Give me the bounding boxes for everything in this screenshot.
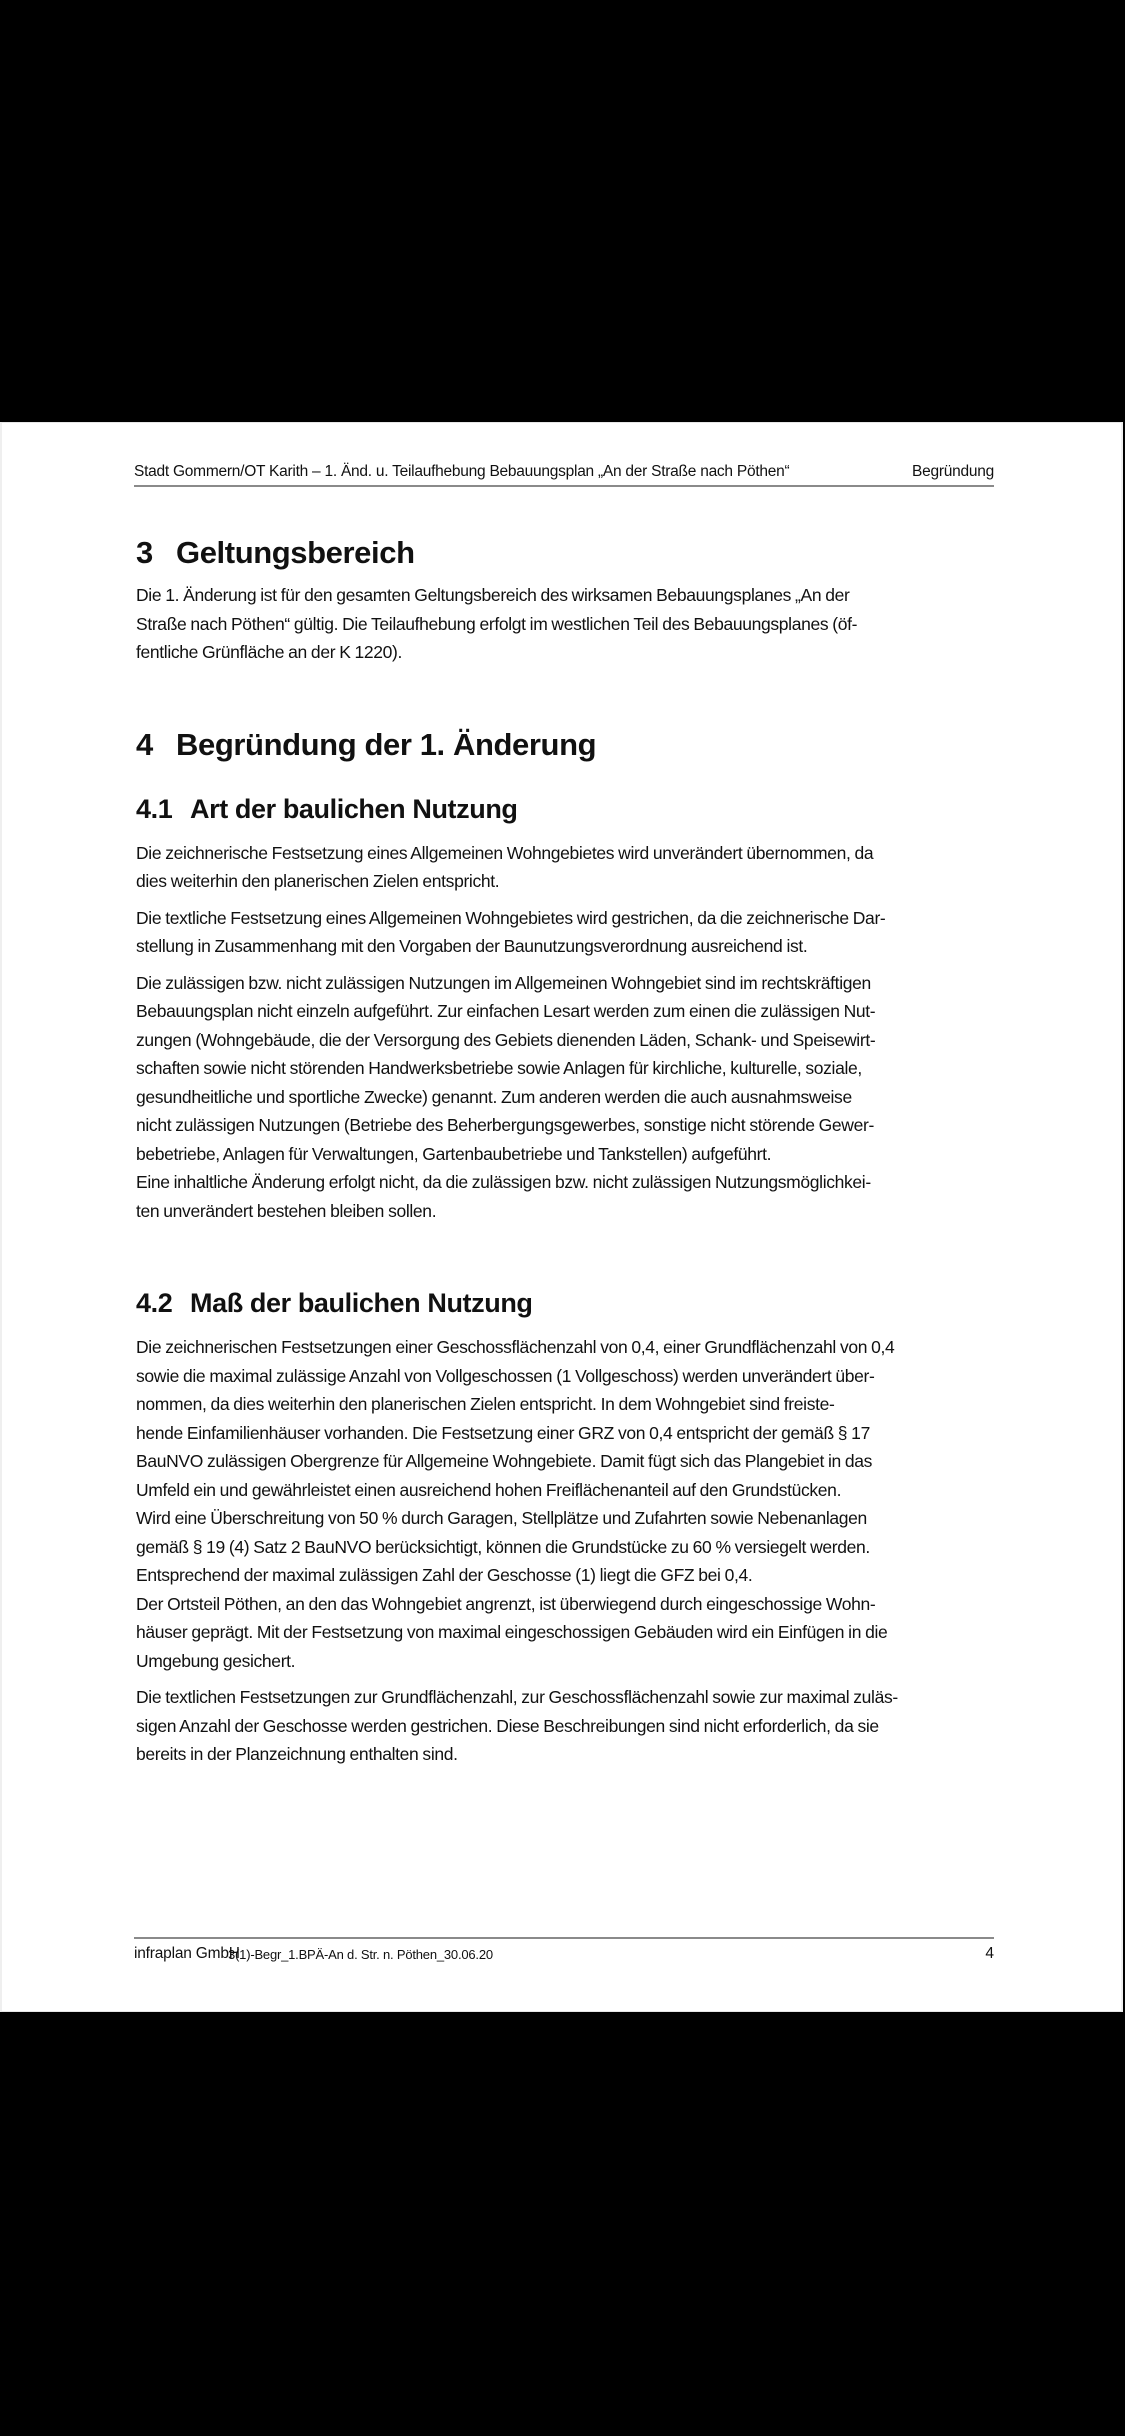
text-line: gemäß § 19 (4) Satz 2 BauNVO berücksichtigt, können die Grundstücke zu 60 % versiegelt werden.	[136, 1536, 870, 1557]
paragraph-art-3	[136, 969, 996, 1226]
heading-section-3	[136, 533, 996, 573]
text-line: gesundheitliche und sportliche Zwecke) genannt. Zum anderen werden die auch ausnahmsweise	[136, 1086, 852, 1107]
text-line: nommen, da dies weiterhin den planerischen Zielen entspricht. In dem Wohngebiet sind freiste-	[136, 1394, 835, 1414]
text-line: sowie die maximal zulässige Anzahl von Vollgeschossen (1 Vollgeschoss) werden unverändert über-	[136, 1365, 875, 1386]
text-line: BauNVO zulässigen Obergrenze für Allgemeine Wohngebiete. Damit fügt sich das Plangebiet in das	[136, 1451, 873, 1471]
heading-number: 4.1	[136, 793, 173, 824]
document-page	[0, 422, 1123, 2012]
text-line: dies weiterhin den planerischen Zielen entspricht.	[136, 871, 500, 891]
paragraph-mass-2	[136, 1683, 996, 1769]
footer-company: infraplan GmbH	[134, 1945, 240, 1962]
text-line: schaften sowie nicht störenden Handwerksbetriebe sowie Anlagen für kirchliche, kulturelle, soziale,	[136, 1058, 862, 1078]
paragraph-art-1	[136, 839, 996, 896]
text-line: bebetriebe, Anlagen für Verwaltungen, Gartenbaubetriebe und Tankstellen) aufgeführt.	[136, 1143, 772, 1164]
text-line: zungen (Wohngebäude, die der Versorgung des Gebiets dienenden Läden, Schank- und Speisewirt-	[136, 1029, 876, 1050]
page-content	[136, 523, 996, 1769]
paragraph-mass-1	[136, 1333, 996, 1675]
heading-title: Maß der baulichen Nutzung	[190, 1288, 533, 1318]
heading-section-4	[136, 725, 996, 765]
text-line: Die textliche Festsetzung eines Allgemeinen Wohngebietes wird gestrichen, da die zeichnerische Dar-	[136, 907, 886, 928]
heading-number: 3	[136, 535, 153, 570]
text-line: Eine inhaltliche Änderung erfolgt nicht, da die zulässigen bzw. nicht zulässigen Nutzungsmöglichkei-	[136, 1172, 871, 1192]
heading-number: 4.2	[136, 1288, 173, 1318]
text-line: Straße nach Pöthen“ gültig. Die Teilaufhebung erfolgt im westlichen Teil des Bebauungsplanes (öf-	[136, 613, 858, 634]
text-line: Die zeichnerische Festsetzung eines Allgemeinen Wohngebietes wird unverändert übernommen, da	[136, 842, 874, 863]
text-line: Die zeichnerischen Festsetzungen einer Geschossflächenzahl von 0,4, einer Grundflächenzahl von 0,4	[136, 1337, 895, 1357]
page-header	[134, 463, 994, 487]
text-line: nicht zulässigen Nutzungen (Betriebe des Beherbergungsgewerbes, sonstige nicht störende Gewer-	[136, 1115, 874, 1135]
text-line: Umfeld ein und gewährleistet einen ausreichend hohen Freiflächenanteil auf den Grundstücken.	[136, 1479, 842, 1500]
heading-title: Begründung der 1. Änderung	[176, 726, 597, 762]
text-line: Entsprechend der maximal zulässigen Zahl der Geschosse (1) liegt die GFZ bei 0,4.	[136, 1565, 753, 1585]
text-line: Wird eine Überschreitung von 50 % durch Garagen, Stellplätze und Zufahrten sowie Nebenanlagen	[136, 1508, 867, 1528]
paragraph-geltungsbereich	[136, 581, 996, 667]
text-line: häuser geprägt. Mit der Festsetzung von maximal eingeschossigen Gebäuden wird ein Einfügen in die	[136, 1622, 888, 1642]
heading-section-4-2	[136, 1285, 996, 1321]
heading-title: Art der baulichen Nutzung	[190, 793, 518, 824]
text-line: hende Einfamilienhäuser vorhanden. Die Festsetzung einer GRZ von 0,4 entspricht der gemäß § 17	[136, 1422, 870, 1443]
text-line: Bebauungsplan nicht einzeln aufgeführt. Zur einfachen Lesart werden zum einen die zulässigen Nut-	[136, 1001, 876, 1021]
text-line: Umgebung gesichert.	[136, 1650, 296, 1671]
text-line: ten unverändert bestehen bleiben sollen.	[136, 1200, 437, 1221]
text-line: Die 1. Änderung ist für den gesamten Geltungsbereich des wirksamen Bebauungsplanes „An der	[136, 585, 850, 605]
paragraph-art-2	[136, 904, 996, 961]
footer-filename: 3(1)-Begr_1.BPÄ-An d. Str. n. Pöthen_30.06.20	[228, 1947, 493, 1962]
page-number: 4	[985, 1945, 994, 1962]
heading-title: Geltungsbereich	[176, 535, 415, 570]
text-line: fentliche Grünfläche an der K 1220).	[136, 642, 403, 662]
text-line: Die textlichen Festsetzungen zur Grundflächenzahl, zur Geschossflächenzahl sowie zur maximal zuläs-	[136, 1687, 898, 1707]
heading-section-4-1	[136, 791, 996, 827]
header-section: Begründung	[912, 463, 994, 480]
text-line: Der Ortsteil Pöthen, an den das Wohngebiet angrenzt, ist überwiegend durch eingeschossige Wohn-	[136, 1593, 876, 1614]
text-line: Die zulässigen bzw. nicht zulässigen Nutzungen im Allgemeinen Wohngebiet sind im rechtskräftigen	[136, 972, 871, 993]
text-line: stellung in Zusammenhang mit den Vorgaben der Baunutzungsverordnung ausreichend ist.	[136, 936, 808, 956]
text-line: bereits in der Planzeichnung enthalten sind.	[136, 1744, 458, 1764]
page-footer	[134, 1937, 994, 1969]
header-title: Stadt Gommern/OT Karith – 1. Änd. u. Teilaufhebung Bebauungsplan „An der Straße nach Pöthen“	[134, 463, 790, 480]
heading-number: 4	[136, 726, 153, 762]
text-line: sigen Anzahl der Geschosse werden gestrichen. Diese Beschreibungen sind nicht erforderlich, da sie	[136, 1715, 879, 1736]
